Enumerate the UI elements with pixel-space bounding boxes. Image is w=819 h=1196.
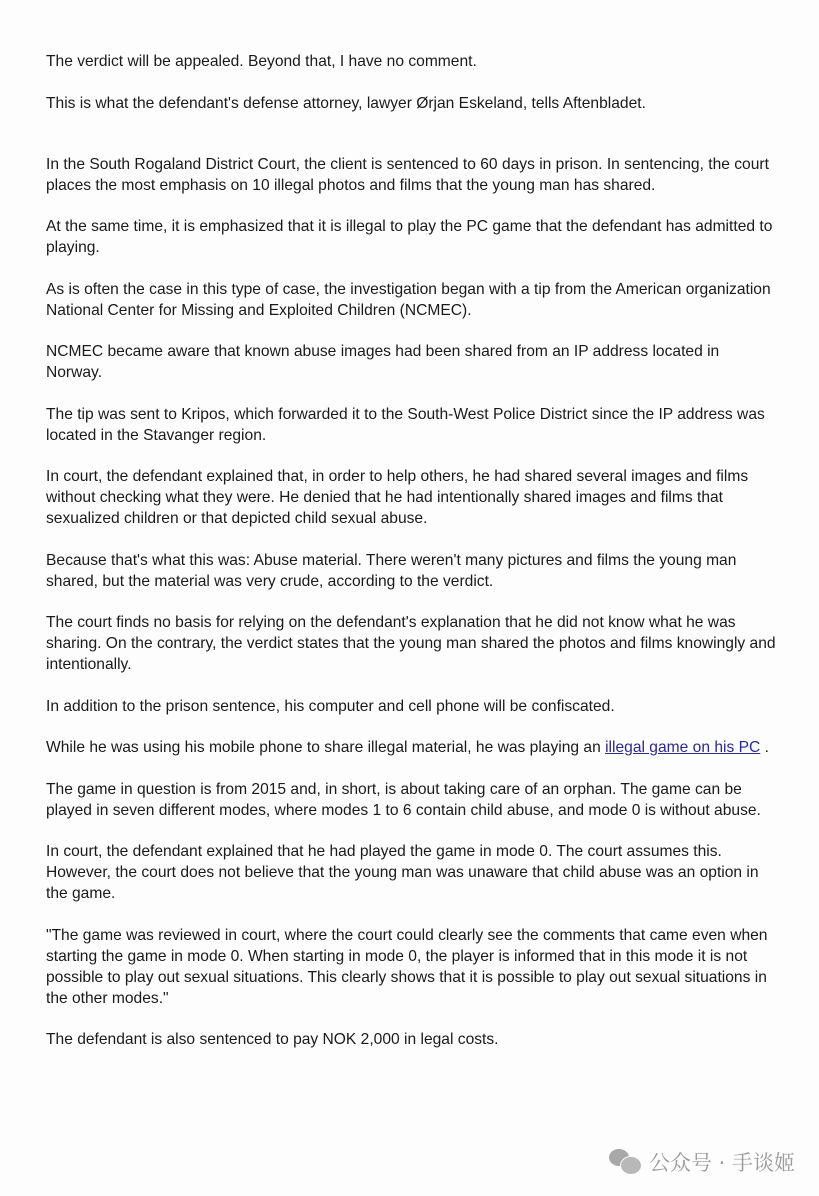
paragraph: Because that's what this was: Abuse material. There weren't many pictures and films the young man shared, but the material was very crude, according to the verdict. [46, 551, 737, 590]
paragraph-sentence: In the South Rogaland District Court, the client is sentenced to 60 days in prison. In sentencing, the court places the most emphasis on 10 illegal photos and films that the young man has shared. [46, 155, 769, 194]
illegal-game-link[interactable]: illegal game on his PC [605, 739, 761, 756]
paragraph-quote: "The game was reviewed in court, where the court could clearly see the comments that came even when starting the game in mode 0. When starting in mode 0, the player is informed that in this mode it is not possible to play out sexual situations. This clearly shows that it is possible to play out sexual situations in the other modes." [46, 926, 768, 1007]
paragraph: NCMEC became aware that known abuse images had been shared from an IP address located in Norway. [46, 343, 720, 381]
paragraph: The game in question is from 2015 and, in short, is about taking care of an orphan. The game can be played in seven different modes, where modes 1 to 6 contain child abuse, and mode 0 is without abuse. [46, 780, 761, 819]
paragraph: The defendant is also sentenced to pay NOK 2,000 in legal costs. [46, 1031, 499, 1048]
wechat-icon [609, 1149, 643, 1175]
paragraph: The court finds no basis for relying on the defendant's explanation that he did not know what he was sharing. On the contrary, the verdict states that the young man shared the photos and films knowingly and intentionally. [46, 614, 776, 673]
paragraph-with-link [46, 737, 776, 758]
paragraph: In addition to the prison sentence, his computer and cell phone will be confiscated. [46, 697, 615, 715]
paragraph: The tip was sent to Kripos, which forwarded it to the South-West Police District since the IP address was located in the Stavanger region. [46, 405, 765, 444]
paragraph: As is often the case in this type of case, the investigation began with a tip from the American organization National Center for Missing and Exploited Children (NCMEC). [46, 280, 771, 319]
paragraph-text: . [760, 739, 769, 756]
paragraph: In court, the defendant explained that, in order to help others, he had shared several images and films without checking what they were. He denied that he had intentionally shared images and films that sexualized children or that depicted child sexual abuse. [46, 468, 749, 527]
watermark-text: 公众号 · 手谈姬 [648, 1151, 795, 1175]
paragraph-quote: The verdict will be appealed. Beyond that, I have no comment. [46, 53, 477, 70]
paragraph: In court, the defendant explained that he had played the game in mode 0. The court assumes this. However, the court does not believe that the young man was unaware that child abuse was an option in the game. [46, 843, 759, 902]
article-body [46, 51, 776, 1071]
paragraph: At the same time, it is emphasized that it is illegal to play the PC game that the defendant has admitted to playing. [46, 218, 773, 256]
watermark [609, 1147, 795, 1177]
paragraph-text: While he was using his mobile phone to share illegal material, he was playing an [46, 739, 606, 756]
paragraph-attribution: This is what the defendant's defense attorney, lawyer Ørjan Eskeland, tells Aftenbladet. [46, 94, 646, 112]
